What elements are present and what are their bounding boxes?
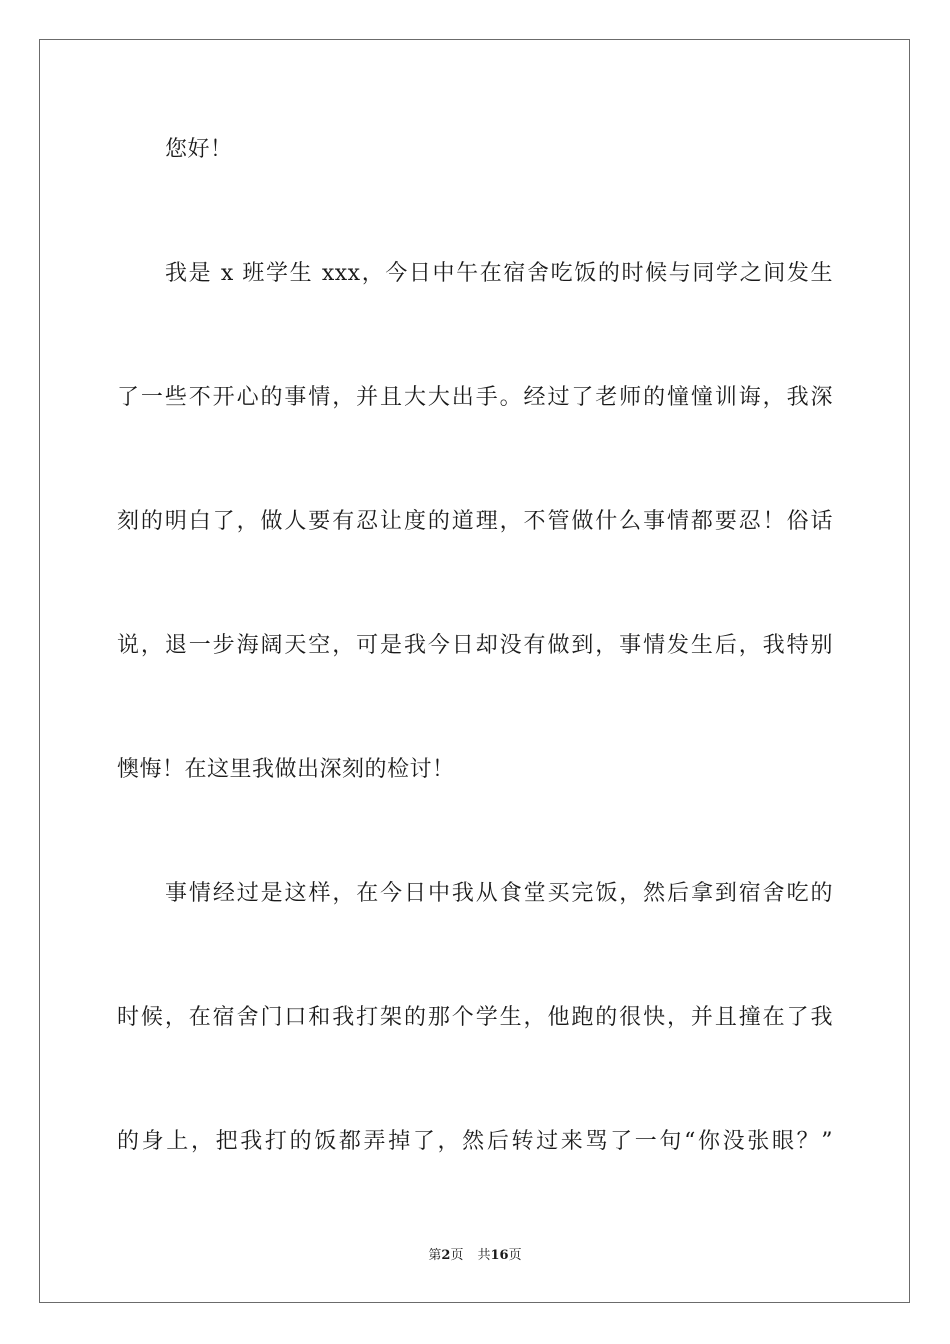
paragraph-line-5: 懊悔！在这里我做出深刻的检讨！ xyxy=(117,757,455,782)
paragraph-line-6: 事情经过是这样，在今日中我从食堂买完饭，然后拿到宿舍吃的 xyxy=(165,881,833,906)
total-pages: 16 xyxy=(490,1248,509,1263)
paragraph-line-2: 了一些不开心的事情，并且大大出手。经过了老师的憧憧训诲，我深 xyxy=(117,385,833,410)
page-frame xyxy=(39,39,910,1303)
paragraph-line-8: 的身上，把我打的饭都弄掉了，然后转过来骂了一句“你没张眼？” xyxy=(117,1129,833,1154)
paragraph-line-3: 刻的明白了，做人要有忍让度的道理，不管做什么事情都要忍！俗话 xyxy=(117,509,833,534)
page-prefix: 第 xyxy=(428,1248,442,1263)
page-footer xyxy=(0,1247,950,1265)
total-suffix: 页 xyxy=(508,1248,522,1263)
page-number: 2 xyxy=(441,1248,451,1263)
total-prefix: 共 xyxy=(477,1248,491,1263)
greeting-line: 您好！ xyxy=(165,137,233,162)
paragraph-line-4: 说，退一步海阔天空，可是我今日却没有做到，事情发生后，我特别 xyxy=(117,633,833,658)
page-suffix: 页 xyxy=(450,1248,464,1263)
paragraph-line-1: 我是 x 班学生 xxx，今日中午在宿舍吃饭的时候与同学之间发生 xyxy=(165,261,833,286)
paragraph-line-7: 时候，在宿舍门口和我打架的那个学生，他跑的很快，并且撞在了我 xyxy=(117,1005,833,1030)
